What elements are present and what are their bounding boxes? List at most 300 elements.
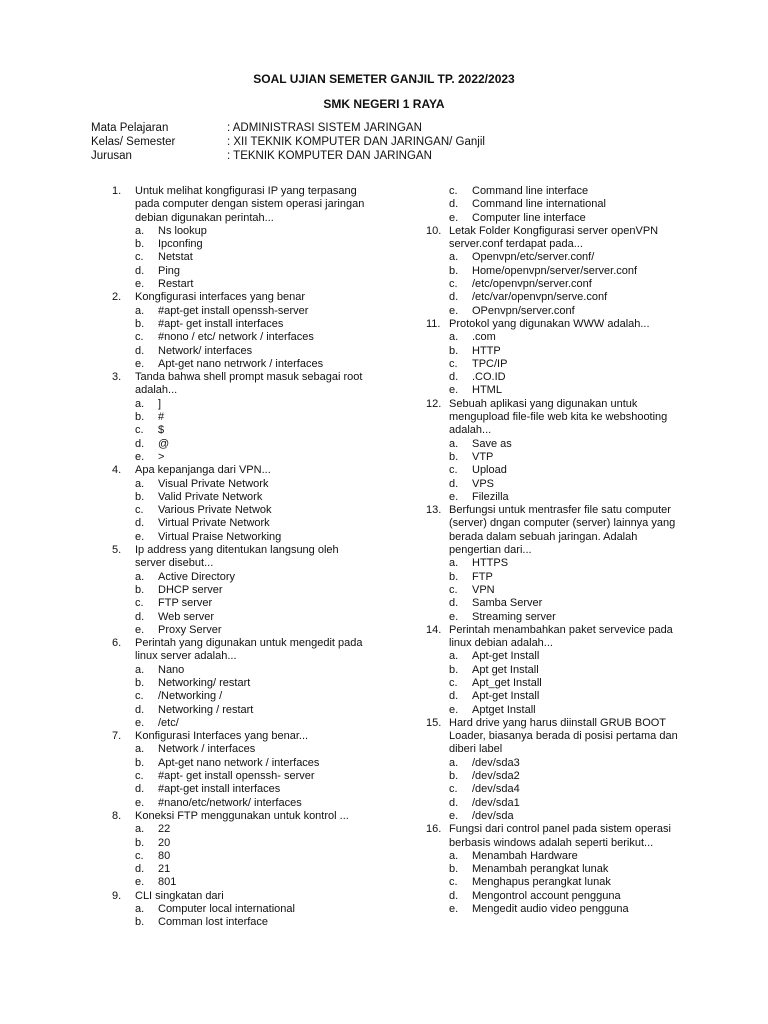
question xyxy=(426,398,688,438)
question xyxy=(112,464,372,477)
answer-option xyxy=(112,597,372,610)
option-text: /dev/sda2 xyxy=(472,770,520,783)
question xyxy=(426,318,688,331)
option-text: Comman lost interface xyxy=(158,916,269,929)
option-text: /dev/sda xyxy=(472,809,514,822)
answer-option xyxy=(112,876,372,889)
option-letter: b. xyxy=(449,863,459,876)
answer-option xyxy=(426,185,688,198)
answer-option xyxy=(426,438,688,451)
answer-option xyxy=(112,743,372,756)
question-text: Konfigurasi Interfaces yang benar... xyxy=(135,730,309,743)
option-letter: a. xyxy=(449,557,459,570)
question xyxy=(112,185,372,225)
info-label: Jurusan xyxy=(91,150,132,162)
option-text: Menambah perangkat lunak xyxy=(472,863,609,876)
answer-option xyxy=(426,278,688,291)
option-text: 22 xyxy=(158,823,171,836)
option-letter: e. xyxy=(135,278,145,291)
answer-option xyxy=(112,611,372,624)
question-text: Letak Folder Kongfigurasi server openVPN server.conf terdapat pada... xyxy=(449,224,659,251)
question-number: 8. xyxy=(112,809,122,822)
answer-option xyxy=(426,810,688,823)
question xyxy=(112,730,372,743)
option-letter: a. xyxy=(135,570,145,583)
option-text: Netstat xyxy=(158,251,193,264)
answer-option xyxy=(112,797,372,810)
option-letter: e. xyxy=(135,623,145,636)
option-letter: d. xyxy=(449,291,459,304)
info-row xyxy=(91,121,485,135)
option-text: Apt-get Install xyxy=(472,650,540,663)
option-text: Command line international xyxy=(472,198,606,211)
option-text: Aptget Install xyxy=(472,703,536,716)
option-text: Ipconfing xyxy=(158,238,203,251)
option-letter: a. xyxy=(135,663,145,676)
option-letter: c. xyxy=(135,504,144,517)
answer-option xyxy=(112,823,372,836)
question xyxy=(112,291,372,304)
answer-option xyxy=(112,491,372,504)
answer-option xyxy=(426,451,688,464)
option-letter: a. xyxy=(449,331,459,344)
option-text: HTTPS xyxy=(472,557,509,570)
answer-option xyxy=(426,690,688,703)
option-letter: b. xyxy=(135,411,145,424)
answer-option xyxy=(112,571,372,584)
answer-option xyxy=(112,837,372,850)
info-row xyxy=(91,135,485,149)
answer-option xyxy=(112,584,372,597)
option-text: #apt- get install openssh- server xyxy=(158,770,315,783)
answer-option xyxy=(112,278,372,291)
question xyxy=(426,504,688,557)
option-letter: a. xyxy=(449,849,459,862)
option-text: VPN xyxy=(472,583,495,596)
questions-left-column xyxy=(112,185,372,930)
option-text: ] xyxy=(158,397,162,410)
question-number: 2. xyxy=(112,291,122,304)
answer-option xyxy=(112,345,372,358)
answer-option xyxy=(112,757,372,770)
answer-option xyxy=(426,903,688,916)
option-letter: d. xyxy=(449,796,459,809)
option-letter: d. xyxy=(135,264,145,277)
option-letter: e. xyxy=(449,809,459,822)
answer-option xyxy=(112,238,372,251)
option-text: Mengontrol account pengguna xyxy=(472,889,621,902)
question-number: 9. xyxy=(112,889,122,902)
question-number: 12. xyxy=(426,397,442,410)
option-letter: c. xyxy=(449,676,458,689)
option-letter: a. xyxy=(135,743,145,756)
option-letter: e. xyxy=(135,530,145,543)
option-text: Save as xyxy=(472,437,512,450)
option-letter: b. xyxy=(449,570,459,583)
question-number: 10. xyxy=(426,224,442,237)
answer-option xyxy=(426,890,688,903)
info-value: : ADMINISTRASI SISTEM JARINGAN xyxy=(227,122,422,134)
option-text: > xyxy=(158,450,165,463)
option-letter: e. xyxy=(135,716,145,729)
option-text: #apt-get install interfaces xyxy=(158,783,281,796)
option-text: Nano xyxy=(158,663,185,676)
answer-option xyxy=(426,384,688,397)
answer-option xyxy=(112,251,372,264)
option-letter: e. xyxy=(449,211,459,224)
answer-option xyxy=(112,411,372,424)
option-text: Streaming server xyxy=(472,610,556,623)
option-letter: b. xyxy=(449,344,459,357)
option-letter: d. xyxy=(135,703,145,716)
question xyxy=(426,823,688,850)
option-letter: d. xyxy=(135,344,145,357)
question-text: Kongfigurasi interfaces yang benar xyxy=(135,291,305,304)
answer-option xyxy=(112,424,372,437)
option-letter: a. xyxy=(449,437,459,450)
option-text: $ xyxy=(158,424,165,437)
option-letter: c. xyxy=(449,876,458,889)
option-letter: e. xyxy=(449,490,459,503)
option-text: Command line interface xyxy=(472,185,589,197)
option-text: Apt get Install xyxy=(472,663,539,676)
option-text: Ping xyxy=(158,264,181,277)
question-text: Apa kepanjanga dari VPN... xyxy=(135,464,271,477)
option-letter: b. xyxy=(449,770,459,783)
option-letter: e. xyxy=(449,610,459,623)
question xyxy=(112,371,372,398)
answer-option xyxy=(426,212,688,225)
answer-option xyxy=(426,876,688,889)
answer-option xyxy=(426,464,688,477)
answer-option xyxy=(112,850,372,863)
option-letter: d. xyxy=(135,863,145,876)
answer-option xyxy=(112,398,372,411)
option-letter: a. xyxy=(135,903,145,916)
option-letter: d. xyxy=(135,437,145,450)
question-text: Perintah yang digunakan untuk mengedit pada linux server adalah... xyxy=(135,637,363,663)
info-row xyxy=(91,149,485,163)
answer-option xyxy=(112,690,372,703)
answer-option xyxy=(426,557,688,570)
option-text: DHCP server xyxy=(158,583,223,596)
option-letter: d. xyxy=(449,477,459,490)
option-letter: e. xyxy=(135,450,145,463)
option-text: /etc/var/openvpn/serve.conf xyxy=(472,291,608,304)
option-text: /dev/sda4 xyxy=(472,783,520,796)
question xyxy=(426,624,688,651)
option-letter: e. xyxy=(449,384,459,397)
answer-option xyxy=(112,438,372,451)
option-text: Apt-get nano netrwork / interfaces xyxy=(158,357,324,370)
answer-option xyxy=(426,265,688,278)
question-number: 13. xyxy=(426,504,442,517)
question-number: 7. xyxy=(112,730,122,743)
option-text: Active Directory xyxy=(158,570,236,583)
option-letter: c. xyxy=(449,357,458,370)
answer-option xyxy=(426,584,688,597)
answer-option xyxy=(112,717,372,730)
answer-option xyxy=(112,677,372,690)
option-letter: c. xyxy=(449,583,458,596)
option-text: Mengedit audio video pengguna xyxy=(472,903,629,916)
answer-option xyxy=(426,478,688,491)
answer-option xyxy=(112,624,372,637)
option-text: Openvpn/etc/server.conf/ xyxy=(472,251,595,264)
answer-option xyxy=(426,783,688,796)
option-text: 801 xyxy=(158,876,177,889)
option-text: .com xyxy=(472,331,496,344)
option-text: Visual Private Network xyxy=(158,477,269,490)
answer-option xyxy=(426,597,688,610)
question-text: Tanda bahwa shell prompt masuk sebagai root adalah... xyxy=(135,371,363,397)
answer-option xyxy=(426,611,688,624)
option-letter: b. xyxy=(449,450,459,463)
option-letter: c. xyxy=(135,424,144,437)
option-letter: e. xyxy=(449,703,459,716)
option-letter: c. xyxy=(135,251,144,264)
option-letter: d. xyxy=(449,690,459,703)
option-letter: d. xyxy=(135,783,145,796)
question-text: Sebuah aplikasi yang digunakan untuk mengupload file-file web kita ke webshooting adalah... xyxy=(449,397,668,437)
option-letter: e. xyxy=(449,304,459,317)
answer-option xyxy=(426,358,688,371)
option-text: Computer local international xyxy=(158,903,295,916)
question-number: 5. xyxy=(112,544,122,557)
option-letter: b. xyxy=(449,264,459,277)
answer-option xyxy=(426,251,688,264)
option-text: Restart xyxy=(158,278,194,291)
option-letter: d. xyxy=(449,597,459,610)
question-number: 4. xyxy=(112,464,122,477)
answer-option xyxy=(112,331,372,344)
option-text: Network / interfaces xyxy=(158,743,256,756)
info-label: Mata Pelajaran xyxy=(91,122,169,134)
option-text: Menghapus perangkat lunak xyxy=(472,876,611,889)
question-number: 16. xyxy=(426,823,442,836)
option-text: Networking/ restart xyxy=(158,676,251,689)
option-text: Upload xyxy=(472,464,507,477)
question-text: Ip address yang ditentukan langsung oleh server disebut... xyxy=(135,544,339,570)
answer-option xyxy=(426,863,688,876)
answer-option xyxy=(426,704,688,717)
answer-option xyxy=(112,664,372,677)
option-text: /etc/ xyxy=(158,716,179,729)
option-text: Network/ interfaces xyxy=(158,344,253,357)
option-letter: b. xyxy=(135,676,145,689)
answer-option xyxy=(426,850,688,863)
question-text: Hard drive yang harus diinstall GRUB BOOT Loader, biasanya berada di posisi pertama dan diberi label xyxy=(449,716,678,756)
option-letter: c. xyxy=(449,464,458,477)
answer-option xyxy=(426,198,688,211)
option-letter: a. xyxy=(135,304,145,317)
option-letter: a. xyxy=(449,251,459,264)
option-letter: c. xyxy=(135,770,144,783)
option-text: /Networking / xyxy=(158,690,223,703)
option-letter: c. xyxy=(135,597,144,610)
option-letter: b. xyxy=(135,238,145,251)
question-text: Fungsi dari control panel pada sistem operasi berbasis windows adalah seperti berikut... xyxy=(449,823,671,849)
option-text: Home/openvpn/server/server.conf xyxy=(472,264,638,277)
answer-option xyxy=(426,571,688,584)
option-text: OPenvpn/server.conf xyxy=(472,304,575,317)
option-letter: c. xyxy=(135,690,144,703)
answer-option xyxy=(112,265,372,278)
option-text: # xyxy=(158,411,165,424)
answer-option xyxy=(426,677,688,690)
option-text: Ns lookup xyxy=(158,224,207,237)
option-letter: b. xyxy=(135,317,145,330)
option-text: 21 xyxy=(158,863,171,876)
option-letter: b. xyxy=(135,490,145,503)
option-text: HTTP xyxy=(472,344,501,357)
option-letter: d. xyxy=(449,198,459,211)
option-letter: d. xyxy=(449,371,459,384)
info-label: Kelas/ Semester xyxy=(91,136,176,148)
option-text: Menambah Hardware xyxy=(472,849,578,862)
option-text: .CO.ID xyxy=(472,371,506,384)
question-text: Protokol yang digunakan WWW adalah... xyxy=(449,317,650,330)
school-name: SMK NEGERI 1 RAYA xyxy=(323,97,445,111)
option-letter: b. xyxy=(135,583,145,596)
option-letter: b. xyxy=(449,663,459,676)
option-text: Web server xyxy=(158,610,215,623)
answer-option xyxy=(112,318,372,331)
answer-option xyxy=(426,664,688,677)
question-number: 15. xyxy=(426,716,442,729)
option-letter: c. xyxy=(449,278,458,291)
question xyxy=(112,637,372,664)
answer-option xyxy=(112,305,372,318)
option-letter: b. xyxy=(135,916,145,929)
option-text: VTP xyxy=(472,450,494,463)
option-text: Samba Server xyxy=(472,597,543,610)
answer-option xyxy=(426,305,688,318)
option-text: FTP xyxy=(472,570,493,583)
option-letter: a. xyxy=(135,397,145,410)
option-text: 80 xyxy=(158,849,171,862)
option-text: Virtual Private Network xyxy=(158,517,270,530)
info-value: : XII TEKNIK KOMPUTER DAN JARINGAN/ Ganjil xyxy=(227,136,485,148)
answer-option xyxy=(112,358,372,371)
answer-option xyxy=(426,371,688,384)
question-number: 6. xyxy=(112,637,122,650)
answer-option xyxy=(112,903,372,916)
answer-option xyxy=(112,504,372,517)
option-text: #nono / etc/ network / interfaces xyxy=(158,331,314,344)
answer-option xyxy=(112,770,372,783)
answer-option xyxy=(426,345,688,358)
option-text: Proxy Server xyxy=(158,623,222,636)
question-number: 1. xyxy=(112,185,122,197)
question xyxy=(112,810,372,823)
option-letter: d. xyxy=(135,610,145,623)
option-letter: c. xyxy=(135,849,144,862)
question-text: Koneksi FTP menggunakan untuk kontrol ... xyxy=(135,809,349,822)
option-text: @ xyxy=(158,437,170,450)
option-letter: c. xyxy=(449,185,458,197)
option-text: Virtual Praise Networking xyxy=(158,530,282,543)
answer-option xyxy=(112,783,372,796)
option-letter: a. xyxy=(135,224,145,237)
option-text: /dev/sda1 xyxy=(472,796,520,809)
option-letter: e. xyxy=(135,796,145,809)
question xyxy=(112,890,372,903)
option-text: #apt-get install openssh-server xyxy=(158,304,309,317)
exam-title: SOAL UJIAN SEMETER GANJIL TP. 2022/2023 xyxy=(253,72,515,86)
answer-option xyxy=(426,757,688,770)
option-letter: c. xyxy=(135,331,144,344)
option-text: Apt-get nano network / interfaces xyxy=(158,756,320,769)
questions-right-column xyxy=(426,185,688,916)
answer-option xyxy=(112,451,372,464)
question xyxy=(426,717,688,757)
option-text: Apt-get Install xyxy=(472,690,540,703)
answer-option xyxy=(112,531,372,544)
answer-option xyxy=(426,491,688,504)
option-text: #apt- get install interfaces xyxy=(158,317,284,330)
option-text: Apt_get Install xyxy=(472,676,542,689)
answer-option xyxy=(112,863,372,876)
question-number: 14. xyxy=(426,623,442,636)
answer-option xyxy=(426,770,688,783)
answer-option xyxy=(426,797,688,810)
option-text: Valid Private Network xyxy=(158,490,263,503)
option-text: 20 xyxy=(158,836,171,849)
option-letter: a. xyxy=(449,650,459,663)
option-text: TPC/IP xyxy=(472,357,508,370)
answer-option xyxy=(426,650,688,663)
option-letter: a. xyxy=(449,756,459,769)
option-letter: e. xyxy=(135,876,145,889)
option-text: #nano/etc/network/ interfaces xyxy=(158,796,302,809)
option-text: FTP server xyxy=(158,597,213,610)
question-number: 3. xyxy=(112,371,122,384)
option-text: Computer line interface xyxy=(472,211,586,224)
answer-option xyxy=(112,225,372,238)
option-text: /dev/sda3 xyxy=(472,756,520,769)
question-number: 11. xyxy=(426,317,441,330)
answer-option xyxy=(426,331,688,344)
question-text: Berfungsi untuk mentrasfer file satu computer (server) dngan computer (server) lainnya yang berada dalam sebuah jaringan. Adalah pengertian dari... xyxy=(449,504,676,557)
option-letter: a. xyxy=(135,823,145,836)
option-letter: c. xyxy=(449,783,458,796)
info-value: : TEKNIK KOMPUTER DAN JARINGAN xyxy=(227,150,432,162)
answer-option xyxy=(112,704,372,717)
exam-info xyxy=(91,121,485,163)
option-letter: a. xyxy=(135,477,145,490)
answer-option xyxy=(112,916,372,929)
option-letter: b. xyxy=(135,836,145,849)
option-text: Various Private Netwok xyxy=(158,504,272,517)
answer-option xyxy=(426,291,688,304)
option-text: Filezilla xyxy=(472,490,509,503)
option-letter: d. xyxy=(449,889,459,902)
option-text: Networking / restart xyxy=(158,703,254,716)
question-text: CLI singkatan dari xyxy=(135,889,224,902)
option-text: /etc/openvpn/server.conf xyxy=(472,278,592,291)
answer-option xyxy=(112,478,372,491)
option-text: VPS xyxy=(472,477,495,490)
option-letter: d. xyxy=(135,517,145,530)
option-letter: e. xyxy=(449,903,459,916)
option-text: HTML xyxy=(472,384,502,397)
answer-option xyxy=(112,517,372,530)
question xyxy=(112,544,372,571)
question-text: Perintah menambahkan paket servevice pada linux debian adalah... xyxy=(449,623,673,650)
question-text: Untuk melihat kongfigurasi IP yang terpasang pada computer dengan sistem operasi jaringan debian digunakan perintah... xyxy=(135,185,365,224)
option-letter: b. xyxy=(135,756,145,769)
